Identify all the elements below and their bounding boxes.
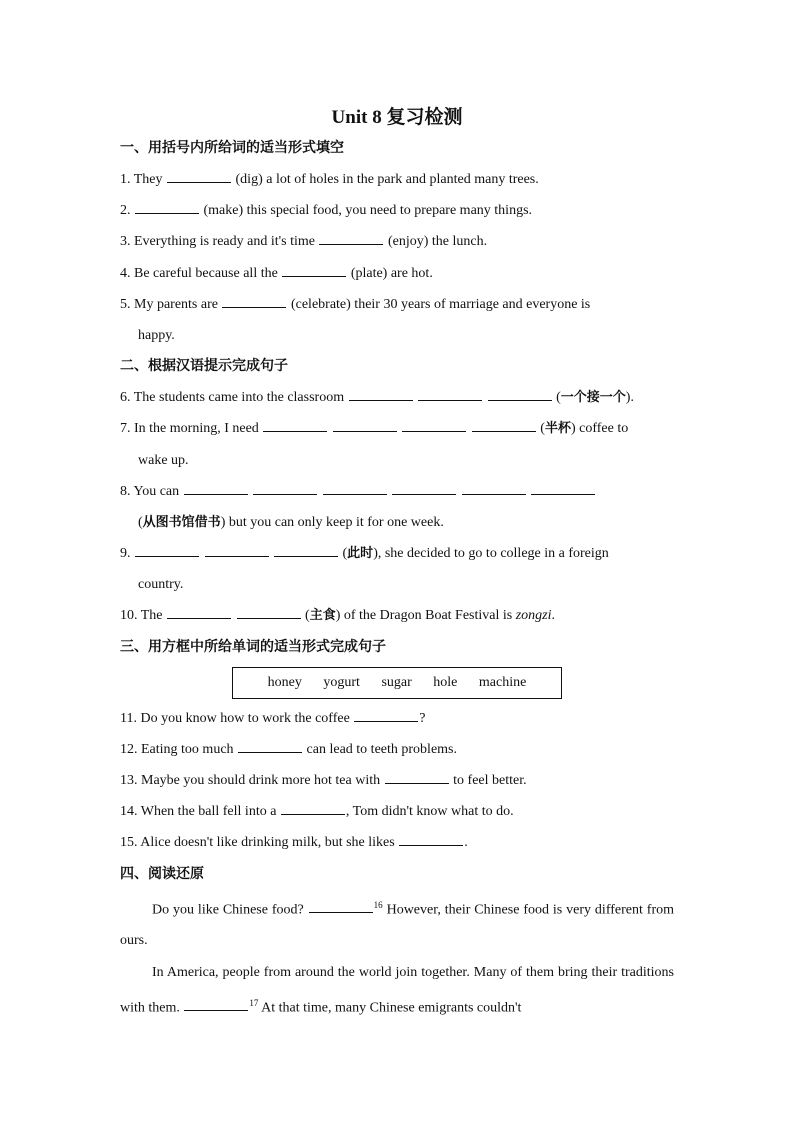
answer-blank[interactable]: [472, 417, 536, 432]
answer-blank[interactable]: [135, 199, 199, 214]
answer-blank[interactable]: [349, 386, 413, 401]
question-text: (plate) are hot.: [350, 265, 433, 281]
chinese-hint: 此时: [347, 546, 374, 562]
answer-blank[interactable]: [237, 604, 301, 619]
answer-blank[interactable]: [238, 738, 302, 753]
chinese-hint: 从图书馆借书: [142, 514, 221, 530]
hint-open: (: [138, 514, 143, 530]
question-text: 15. Alice doesn't like drinking milk, but she likes: [120, 835, 395, 851]
section-heading-4: 四、阅读还原: [120, 865, 204, 882]
question-text: 6. The students came into the classroom: [120, 390, 345, 406]
answer-blank[interactable]: [392, 480, 456, 495]
answer-blank[interactable]: [402, 417, 466, 432]
answer-blank[interactable]: [418, 386, 482, 401]
question-text: ) coffee to: [570, 421, 629, 437]
question-9-continued: country.: [138, 577, 184, 593]
answer-blank[interactable]: [263, 417, 327, 432]
question-14: [120, 796, 674, 827]
question-3: [120, 226, 674, 257]
question-text: 5. My parents are: [120, 296, 218, 312]
question-text: to feel better.: [453, 773, 527, 788]
chinese-hint: 主食: [309, 608, 336, 624]
question-text: 11. Do you know how to work the coffee: [120, 710, 350, 726]
chinese-hint: 半杯: [544, 421, 571, 437]
reading-paragraph-2: [120, 957, 674, 1024]
answer-blank[interactable]: [135, 542, 199, 557]
question-1: [120, 164, 674, 195]
question-5: [120, 289, 674, 320]
question-text: 10. The: [120, 608, 163, 624]
question-4: [120, 258, 674, 289]
hint-open: (: [556, 390, 561, 406]
question-text: .: [551, 608, 556, 624]
paragraph-text: Do you like Chinese food?: [152, 902, 304, 918]
question-2: [120, 195, 674, 226]
question-text: 3. Everything is ready and it's time: [120, 234, 315, 250]
question-text: (enjoy) the lunch.: [387, 234, 488, 250]
chinese-hint: 一个接一个: [560, 390, 626, 406]
answer-blank[interactable]: [222, 293, 286, 308]
question-text: ), she decided to go to college in a foreign: [373, 546, 609, 562]
answer-blank[interactable]: [184, 996, 248, 1011]
word-box-item: machine: [478, 674, 527, 690]
answer-blank[interactable]: [531, 480, 595, 495]
question-13: [120, 765, 674, 796]
question-text: 13. Maybe you should drink more hot tea with: [120, 773, 381, 788]
section-heading-1: 一、用括号内所给词的适当形式填空: [120, 140, 344, 156]
question-12: [120, 734, 674, 765]
question-text: ) of the Dragon Boat Festival is: [335, 608, 513, 624]
paragraph-text: At that time, many Chinese emigrants couldn't: [261, 1000, 522, 1016]
reading-paragraph-1: [120, 890, 674, 957]
answer-blank[interactable]: [205, 542, 269, 557]
question-text: 14. When the ball fell into a: [120, 804, 277, 820]
answer-blank[interactable]: [354, 707, 418, 722]
paragraph-text: However, their Chinese food is very different from ours.: [120, 902, 675, 949]
paragraph-text: In America, people from around the world join together. Many of them bring their traditions with them.: [120, 964, 674, 1016]
answer-blank[interactable]: [274, 542, 338, 557]
question-8-continued: [120, 507, 674, 538]
question-8: [120, 476, 674, 507]
word-box: [232, 667, 562, 699]
worksheet: [120, 103, 674, 1024]
answer-blank[interactable]: [319, 230, 383, 245]
question-text: (dig) a lot of holes in the park and planted many trees.: [235, 172, 539, 187]
question-11: [120, 703, 674, 734]
question-text: ) but you can only keep it for one week.: [220, 514, 444, 530]
question-text: 9.: [120, 546, 131, 562]
answer-blank[interactable]: [281, 800, 345, 815]
question-text: 1. They: [120, 172, 163, 187]
answer-blank[interactable]: [385, 769, 449, 784]
hint-open: (: [540, 421, 545, 437]
italic-word: zongzi: [515, 608, 552, 624]
blank-number: 16: [373, 899, 383, 910]
answer-blank[interactable]: [167, 604, 231, 619]
question-6: [120, 382, 674, 413]
question-text: (celebrate) their 30 years of marriage and everyone is: [290, 296, 591, 312]
answer-blank[interactable]: [323, 480, 387, 495]
word-box-item: honey: [267, 674, 302, 690]
word-box-item: hole: [433, 674, 458, 690]
section-heading-3: 三、用方框中所给单词的适当形式完成句子: [120, 638, 386, 655]
question-text: 4. Be careful because all the: [120, 265, 278, 281]
question-text: can lead to teeth problems.: [306, 741, 457, 757]
question-text: ).: [625, 390, 634, 406]
answer-blank[interactable]: [184, 480, 248, 495]
blank-number: 17: [249, 997, 259, 1008]
question-9: [120, 538, 674, 569]
answer-blank[interactable]: [462, 480, 526, 495]
section-heading-2: 二、根据汉语提示完成句子: [120, 358, 288, 375]
question-15: [120, 827, 674, 858]
hint-open: (: [305, 608, 310, 624]
answer-blank[interactable]: [309, 898, 373, 913]
question-7-continued: wake up.: [138, 452, 189, 468]
question-text: .: [464, 835, 468, 851]
question-7: [120, 413, 674, 444]
question-text: 12. Eating too much: [120, 741, 234, 757]
answer-blank[interactable]: [399, 831, 463, 846]
question-5-continued: happy.: [138, 327, 175, 343]
question-text: 2.: [120, 203, 131, 219]
answer-blank[interactable]: [333, 417, 397, 432]
answer-blank[interactable]: [488, 386, 552, 401]
hint-open: (: [342, 546, 348, 562]
answer-blank[interactable]: [253, 480, 317, 495]
question-text: 8. You can: [120, 483, 180, 499]
answer-blank[interactable]: [167, 168, 231, 183]
question-text: , Tom didn't know what to do.: [345, 804, 514, 820]
question-text: 7. In the morning, I need: [120, 421, 259, 437]
answer-blank[interactable]: [282, 262, 346, 277]
question-10: [120, 600, 674, 631]
word-box-item: yogurt: [323, 674, 360, 690]
question-text: ?: [419, 710, 426, 726]
question-text: (make) this special food, you need to prepare many things.: [203, 203, 533, 219]
page-title: Unit 8 复习检测: [331, 107, 463, 128]
word-box-item: sugar: [381, 674, 412, 690]
